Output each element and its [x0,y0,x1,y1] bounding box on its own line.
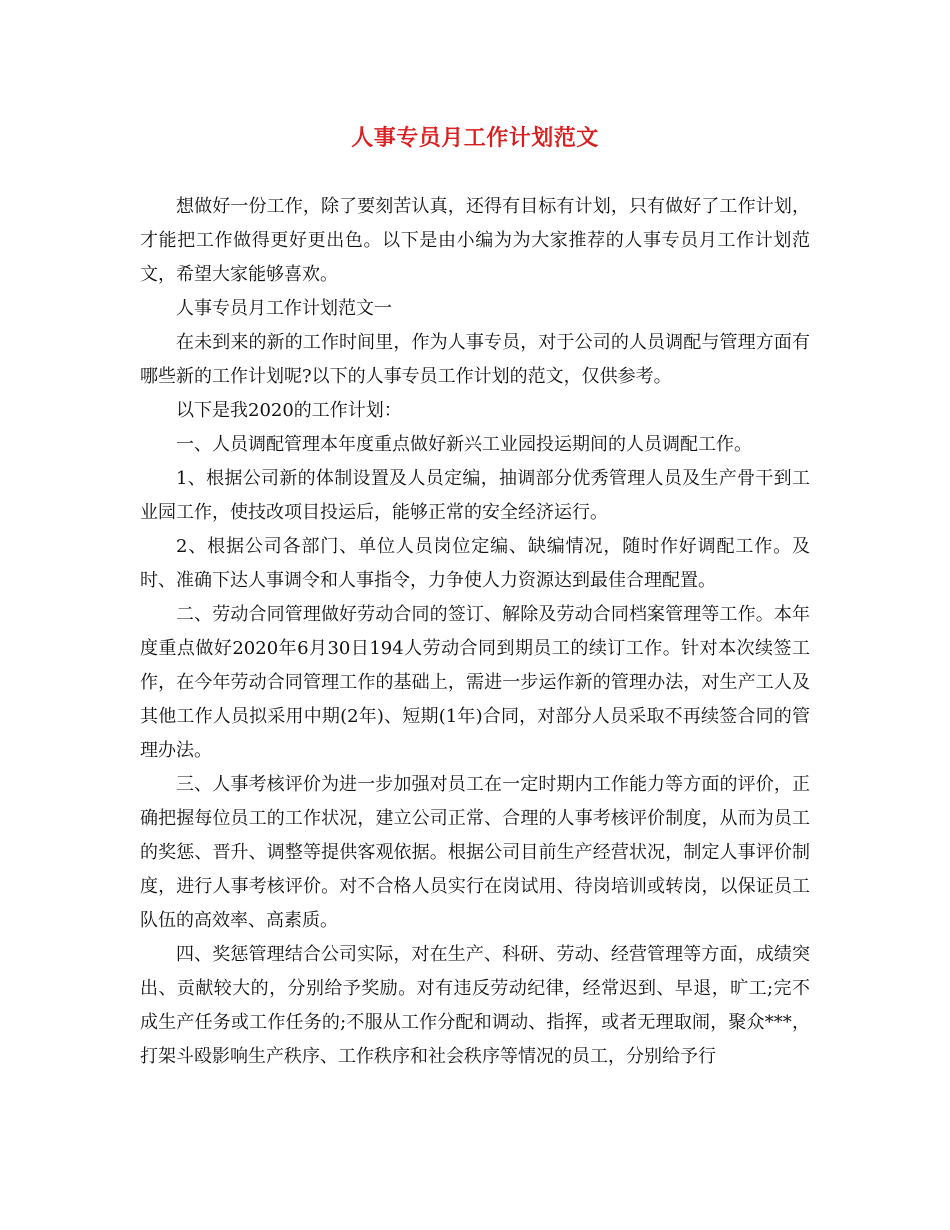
paragraph-staffing: 一、人员调配管理本年度重点做好新兴工业园投运期间的人员调配工作。 [176,434,752,455]
paragraph-staffing-item-1: 1、根据公司新的体制设置及人员定编，抽调部分优秀管理人员及生产骨干到工业园工作，使技改项目投运后，能够正常的安全经济运行。 [140,468,810,523]
document-body [140,190,810,1074]
paragraph-intro: 想做好一份工作，除了要刻苦认真，还得有目标有计划，只有做好了工作计划，才能把工作做得更好更出色。以下是由小编为为大家推荐的人事专员月工作计划范文，希望大家能够喜欢。 [140,196,810,285]
paragraph-labor-contract: 二、劳动合同管理做好劳动合同的签订、解除及劳动合同档案管理等工作。本年度重点做好2020年6月30日194人劳动合同到期员工的续订工作。针对本次续签工作，在今年劳动合同管理工作的基础上，需进一步运作新的管理办法，对生产工人及其他工作人员拟采用中期(2年)、短期(1年)合同，对部分人员采取不再续签合同的管理办法。 [140,604,810,761]
paragraph-preface: 在未到来的新的工作时间里，作为人事专员，对于公司的人员调配与管理方面有哪些新的工作计划呢?以下的人事专员工作计划的范文，仅供参考。 [140,332,810,387]
paragraph-rewards-penalties: 四、奖惩管理结合公司实际，对在生产、科研、劳动、经营管理等方面，成绩突出、贡献较大的，分别给予奖励。对有违反劳动纪律，经常迟到、早退，旷工;完不成生产任务或工作任务的;不服从工作分配和调动、指挥，或者无理取闹，聚众***，打架斗殴影响生产秩序、工作秩序和社会秩序等情况的员工，分别给予行 [140,944,810,1067]
paragraph-section-heading: 人事专员月工作计划范文一 [176,298,392,319]
document-title: 人事专员月工作计划范文 [351,125,599,151]
paragraph-plan-intro: 以下是我2020的工作计划： [176,400,402,421]
paragraph-assessment: 三、人事考核评价为进一步加强对员工在一定时期内工作能力等方面的评价，正确把握每位员工的工作状况，建立公司正常、合理的人事考核评价制度，从而为员工的奖惩、晋升、调整等提供客观依据。根据公司目前生产经营状况，制定人事评价制度，进行人事考核评价。对不合格人员实行在岗试用、待岗培训或转岗，以保证员工队伍的高效率、高素质。 [140,774,810,931]
paragraph-staffing-item-2: 2、根据公司各部门、单位人员岗位定编、缺编情况，随时作好调配工作。及时、准确下达人事调令和人事指令，力争使人力资源达到最佳合理配置。 [140,536,810,591]
